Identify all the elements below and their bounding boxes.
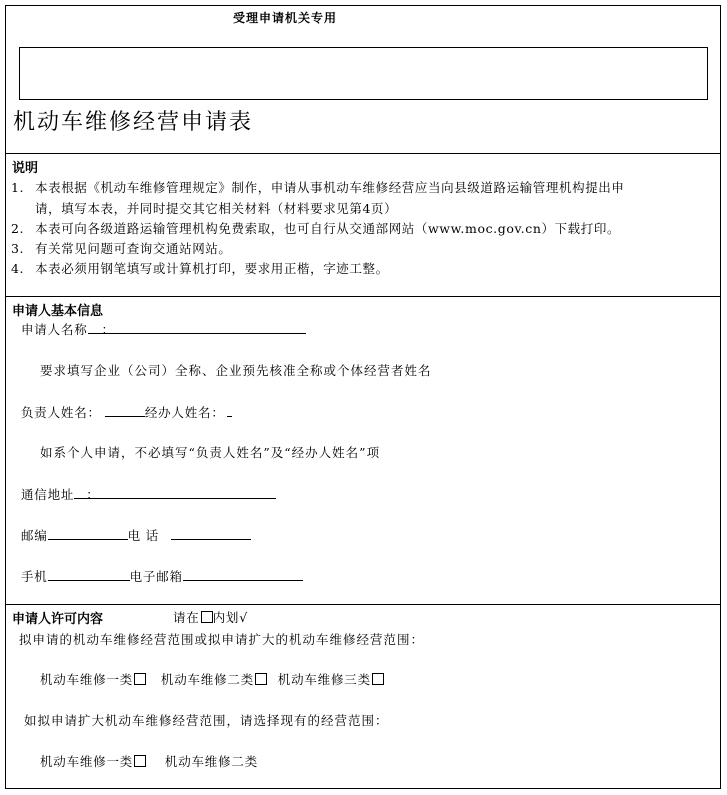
form-title: 机动车维修经营申请表	[13, 110, 254, 135]
note-item-4	[11, 259, 389, 277]
note-item-1-cont: 请，填写本表，并同时提交其它相关材料（材料要求见第4页）	[35, 201, 398, 216]
note-item-2	[11, 219, 620, 237]
scope-class-3-checkbox[interactable]	[372, 673, 384, 685]
applicant-heading: 申请人基本信息	[12, 304, 104, 319]
option-label: 机动车维修一类	[40, 754, 134, 769]
permit-heading: 申请人许可内容	[12, 612, 104, 627]
checkbox-icon	[201, 611, 213, 623]
phone-label: 电 话	[127, 528, 159, 543]
phone-field[interactable]	[171, 526, 251, 540]
option-label: 机动车维修二类	[160, 672, 254, 687]
section-divider	[5, 604, 721, 605]
note-number: 2.	[11, 221, 25, 236]
note-number: 4.	[11, 261, 25, 276]
office-use-label: 受理申请机关专用	[233, 11, 338, 25]
postcode-phone-row	[21, 526, 251, 544]
scope-option-class-3[interactable]	[278, 672, 384, 687]
applicant-name-row	[21, 320, 306, 338]
mobile-field[interactable]	[48, 567, 130, 581]
applicant-name-label: 申请人名称	[21, 322, 88, 337]
office-use-box[interactable]	[19, 47, 708, 100]
section-divider	[5, 153, 721, 154]
applicant-name-hint: 要求填写企业（公司）全称、企业预先核准全称或个体经营者姓名	[40, 363, 432, 378]
mobile-email-row	[21, 567, 303, 585]
personal-application-hint: 如系个人申请，不必填写“负责人姓名”及“经办人姓名”项	[40, 445, 381, 460]
postcode-label: 邮编	[21, 528, 48, 543]
email-field[interactable]	[183, 567, 303, 581]
scope-prompt: 拟申请的机动车维修经营范围或拟申请扩大的机动车维修经营范围：	[19, 632, 425, 647]
mobile-label: 手机	[21, 569, 48, 584]
permit-instruction	[173, 608, 248, 626]
existing-scope-prompt: 如拟申请扩大机动车维修经营范围，请选择现有的经营范围：	[24, 713, 389, 728]
note-text: 本表可向各级道路运输管理机构免费索取，也可自行从交通部网站（www.moc.gov.cn）下载打印。	[35, 221, 621, 236]
principal-name-label: 负责人姓名：	[21, 405, 101, 420]
address-colon: ：	[86, 487, 100, 502]
handler-name-field[interactable]	[227, 403, 232, 417]
note-text: 有关常见问题可查询交通站网站。	[35, 241, 232, 256]
address-label: 通信地址	[21, 487, 75, 502]
section-divider	[5, 296, 721, 297]
scope-class-1-checkbox[interactable]	[134, 673, 146, 685]
email-label: 电子邮箱	[129, 569, 183, 584]
scope-option-class-2[interactable]	[161, 672, 267, 687]
note-text: 本表根据《机动车维修管理规定》制作，申请从事机动车维修经营应当向县级道路运输管理机构提出申	[35, 180, 625, 195]
applicant-name-field[interactable]	[88, 320, 306, 337]
note-number: 1.	[11, 180, 25, 195]
address-field[interactable]	[74, 485, 276, 502]
notes-heading: 说明	[12, 161, 39, 176]
principal-handler-row	[21, 403, 232, 421]
scope-options-row	[40, 670, 384, 688]
existing-class-1-checkbox[interactable]	[134, 755, 146, 767]
note-item-1	[11, 178, 625, 196]
applicant-name-colon: ：	[101, 322, 115, 337]
option-label: 机动车维修一类	[40, 672, 134, 687]
note-text: 本表必须用钢笔填写或计算机打印，要求用正楷，字迹工整。	[35, 261, 389, 276]
instruction-pre: 请在	[173, 610, 200, 625]
note-item-3	[11, 239, 232, 257]
existing-options-row	[40, 752, 258, 770]
scope-class-2-checkbox[interactable]	[255, 673, 267, 685]
principal-name-field[interactable]	[105, 403, 145, 417]
postcode-field[interactable]	[48, 526, 128, 540]
existing-option-class-2[interactable]: 机动车维修二类	[164, 754, 258, 769]
handler-name-label: 经办人姓名：	[144, 405, 225, 420]
scope-option-class-1[interactable]	[40, 672, 146, 687]
option-label: 机动车维修三类	[277, 672, 371, 687]
existing-option-class-1[interactable]	[40, 754, 146, 769]
address-row	[21, 485, 276, 503]
note-number: 3.	[11, 241, 25, 256]
instruction-post: 内划√	[212, 610, 248, 625]
